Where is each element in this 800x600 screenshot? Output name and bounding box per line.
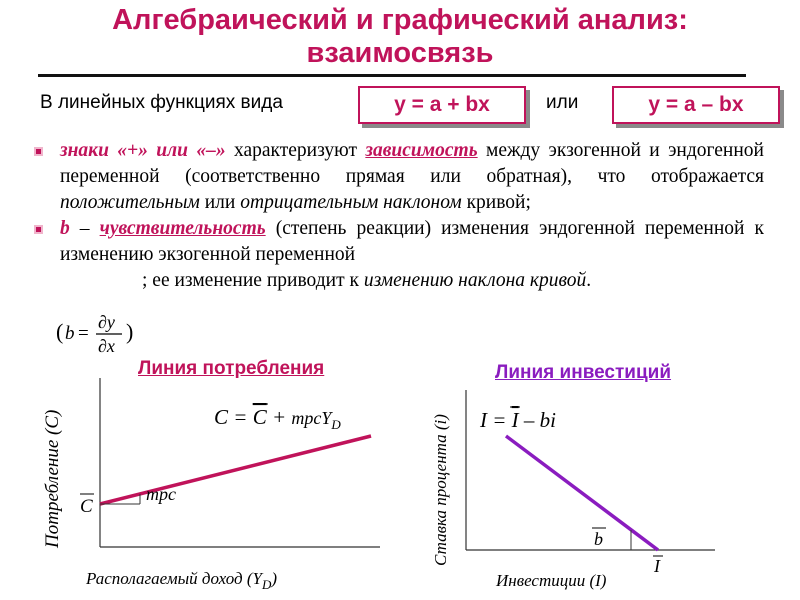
consumption-chart-title: Линия потребления <box>138 358 325 379</box>
c-bar-label: C <box>80 496 93 517</box>
consumption-line <box>100 436 371 504</box>
svg-text:=: = <box>78 323 89 344</box>
consumption-y-label: Потребление (C) <box>42 409 63 548</box>
b-label: b <box>594 529 603 549</box>
investment-formula: I = I – bi <box>480 408 557 432</box>
consumption-chart <box>42 378 380 592</box>
bullet-text: кривой; <box>461 192 531 213</box>
investment-x-label: Инвестиции (I) <box>496 571 607 590</box>
investment-chart-title: Линия инвестиций <box>495 362 672 383</box>
formula-box-negative: y = a – bx <box>612 86 780 124</box>
bullet-text: – <box>69 218 100 239</box>
svg-text:∂y: ∂y <box>98 312 115 332</box>
sensitivity-term: чувствительность <box>99 218 266 239</box>
investment-chart <box>431 390 715 590</box>
bullet-text: ; ее изменение приводит к <box>142 270 364 291</box>
title-line-1: Алгебраический и графический анализ: <box>112 4 688 36</box>
svg-text:b: b <box>65 323 75 344</box>
consumption-formula: C = C + mpcY$_D$ <box>214 405 341 432</box>
bullet-text: или <box>199 192 241 213</box>
svg-text:(: ( <box>56 319 64 344</box>
signs-label: знаки «+» или «–» <box>60 140 226 161</box>
title-line-2: взаимосвязь <box>306 37 494 69</box>
svg-text:): ) <box>126 319 134 344</box>
bullet-text: (степень реакции) изменения эндогенной переменной к изменению экзогенной переменной <box>60 218 765 265</box>
investment-line <box>506 436 658 550</box>
consumption-x-label: Располагаемый доход $(Y_D)$ <box>86 569 278 592</box>
negative-slope-term: отрицательным наклоном <box>240 192 462 213</box>
positive-term: положительным <box>60 192 200 213</box>
b-label: b <box>60 218 70 239</box>
formula-box-positive: y = a + bx <box>358 86 526 124</box>
slope-change-term: изменению наклона кривой <box>363 270 587 291</box>
mpc-label: mpc <box>146 484 176 504</box>
bullet-text: между экзогенной и эндогенной переменной (соответственно прямая или обратная), что отображается <box>60 140 764 187</box>
or-text: или <box>546 92 579 113</box>
svg-text:∂x: ∂x <box>98 336 115 356</box>
investment-y-label: Ставка процента (i) <box>431 414 450 566</box>
dependency-term: зависимость <box>365 140 478 161</box>
intro-text: В линейных функциях вида <box>40 92 283 113</box>
bullet-text: характеризуют <box>225 140 366 161</box>
ibar-label: I <box>654 556 660 576</box>
bullet-text: . <box>586 270 592 291</box>
